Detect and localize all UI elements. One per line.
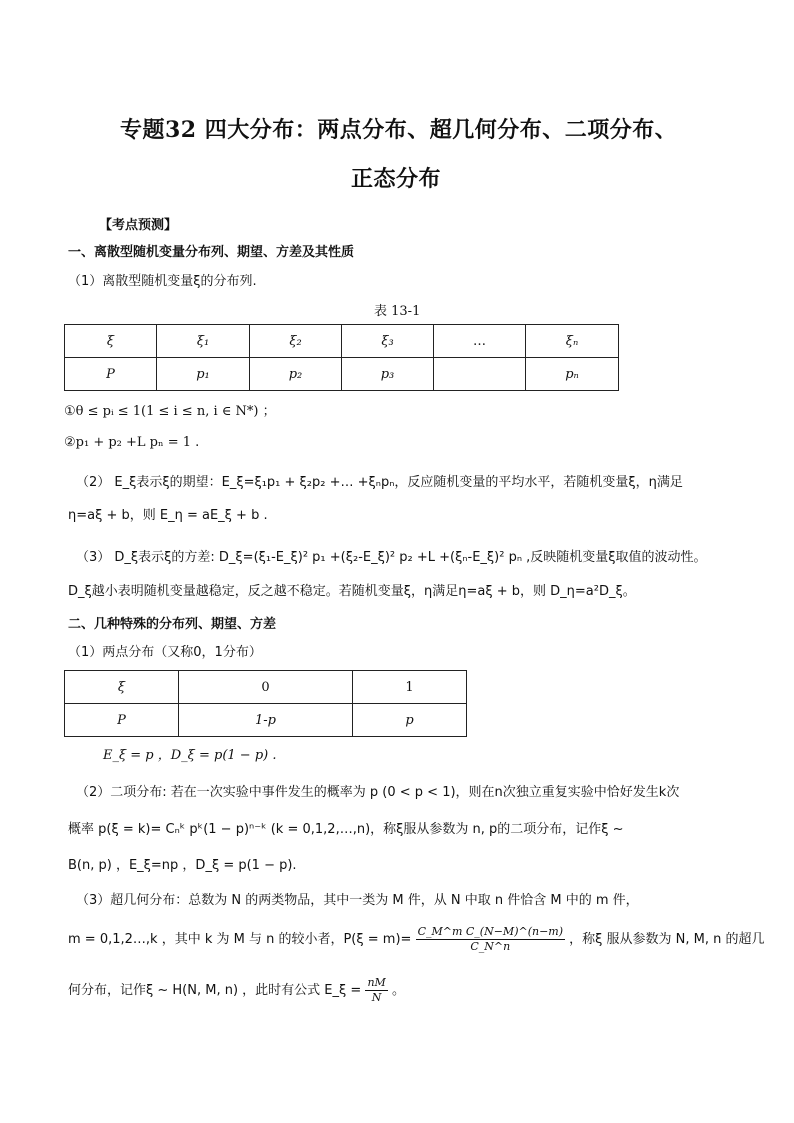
table-cell: ξₙ	[526, 325, 619, 358]
table-row	[65, 704, 467, 737]
fraction-denominator: N	[371, 991, 382, 1004]
table-row	[65, 671, 467, 704]
table-cell: …	[434, 325, 526, 358]
property-2: ②p₁ + p₂ +L pₙ = 1 .	[64, 435, 200, 450]
table-cell: P	[65, 358, 157, 391]
hypergeometric-line2	[68, 925, 765, 954]
hypergeometric-line2-start: m = 0,1,2…,k ，其中 k 为 M 与 n 的较小者，P(ξ = m)=	[68, 932, 412, 947]
hypergeometric-line1: （3）超几何分布：总数为 N 的两类物品，其中一类为 M 件，从 N 中取 n 件恰含 M 中的 m 件，	[76, 893, 639, 908]
table-cell: 0	[179, 671, 353, 704]
two-point-table	[64, 670, 467, 737]
table-cell: 1-p	[179, 704, 353, 737]
table-cell: p	[353, 704, 467, 737]
binomial-line2: 概率 p(ξ = k)= Cₙᵏ pᵏ(1 − p)ⁿ⁻ᵏ (k = 0,1,2,…,n)，称ξ服从参数为 n, p的二项分布，记作ξ ~	[68, 822, 624, 837]
two-point-formula: E_ξ = p ，D_ξ = p(1 − p) .	[103, 748, 277, 763]
fraction-denominator: C_N^n	[470, 940, 511, 953]
hypergeometric-line2-end: ，称ξ 服从参数为 N, M, n 的超几	[569, 932, 765, 947]
table-cell: ξ	[65, 325, 157, 358]
hypergeometric-line3	[68, 976, 405, 1005]
table-cell: ξ₃	[342, 325, 434, 358]
table-cell: pₙ	[526, 358, 619, 391]
table-cell	[434, 358, 526, 391]
hypergeometric-line3-start: 何分布，记作ξ ~ H(N, M, n) ，此时有公式 E_ξ =	[68, 983, 362, 998]
table-row	[65, 325, 619, 358]
forecast-header: 【考点预测】	[99, 218, 178, 233]
page-title-line2: 正态分布	[351, 166, 442, 192]
table-cell: ξ	[65, 671, 179, 704]
table-cell: 1	[353, 671, 467, 704]
property-1: ①θ ≤ pᵢ ≤ 1(1 ≤ i ≤ n, i ∈ N*) ；	[64, 404, 276, 419]
table-cell: p₃	[342, 358, 434, 391]
distribution-table	[64, 324, 619, 391]
binomial-line3: B(n, p) ，E_ξ=np ，D_ξ = p(1 − p).	[68, 858, 297, 873]
table-cell: p₂	[250, 358, 342, 391]
table1-caption: 表 13-1	[374, 304, 421, 319]
expectation-line1: （2） E_ξ表示ξ的期望：E_ξ=ξ₁p₁ + ξ₂p₂ +… +ξₙpₙ，反应随机变量的平均水平，若随机变量ξ，η满足	[76, 475, 683, 490]
expectation-fraction	[365, 976, 387, 1005]
page-title-line1: 专题32 四大分布：两点分布、超几何分布、二项分布、	[120, 117, 678, 143]
table-cell: P	[65, 704, 179, 737]
table-cell: ξ₂	[250, 325, 342, 358]
variance-line1: （3） D_ξ表示ξ的方差: D_ξ=(ξ₁-E_ξ)² p₁ +(ξ₂-E_ξ)² p₂ +L +(ξₙ-E_ξ)² pₙ ,反映随机变量ξ取值的波动性。	[76, 550, 707, 565]
table-row	[65, 358, 619, 391]
table-cell: p₁	[157, 358, 250, 391]
variance-line2: D_ξ越小表明随机变量越稳定，反之越不稳定。若随机变量ξ，η满足η=aξ + b，则 D_η=a²D_ξ。	[68, 584, 636, 599]
binomial-line1: （2）二项分布: 若在一次实验中事件发生的概率为 p (0 < p < 1)，则在n次独立重复实验中恰好发生k次	[76, 785, 680, 800]
fraction-numerator: C_M^m C_(N−M)^(n−m)	[417, 925, 564, 938]
hypergeometric-line3-end: 。	[391, 983, 405, 998]
table-cell: ξ₁	[157, 325, 250, 358]
expectation-line2: η=aξ + b，则 E_η = aE_ξ + b .	[68, 508, 268, 523]
section2-heading: 二、几种特殊的分布列、期望、方差	[68, 617, 277, 632]
hypergeometric-fraction	[416, 925, 565, 954]
fraction-numerator: nM	[367, 976, 386, 989]
section2-item1: （1）两点分布（又称0，1分布）	[68, 645, 262, 660]
section1-item1: （1）离散型随机变量ξ的分布列.	[68, 274, 257, 289]
section1-heading: 一、离散型随机变量分布列、期望、方差及其性质	[68, 245, 355, 260]
